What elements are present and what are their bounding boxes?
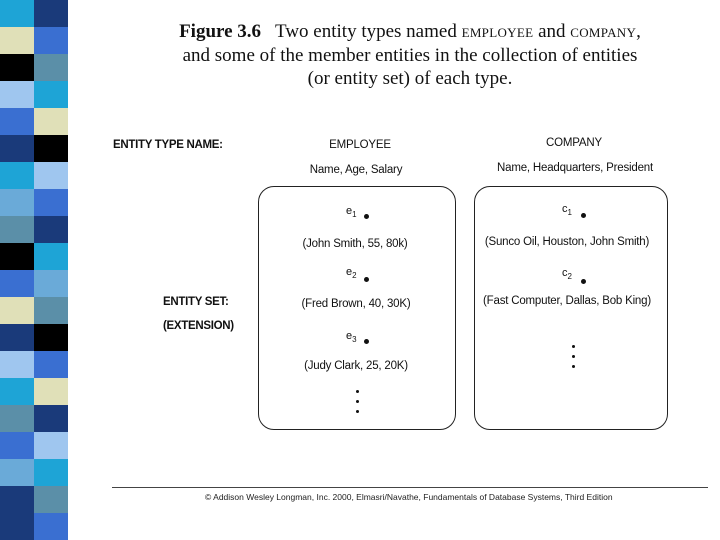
entity-value-e1: (John Smith, 55, 80k) [302,238,408,250]
entity-label-c1 [562,203,572,217]
ellipsis-dot [356,390,359,393]
company-entity-set [474,186,668,430]
stripe-square [0,216,34,243]
ellipsis-dot [572,365,575,368]
entity-subscript: 2 [567,272,572,282]
employee-type-name: EMPLOYEE [329,139,391,151]
entity-label-c2 [562,267,572,281]
stripe-square [0,432,34,459]
footer-rule [112,487,708,488]
stripe-square [0,378,34,405]
stripe-square [34,513,68,540]
entity-dot [364,214,369,219]
extension-label: (EXTENSION) [163,320,234,332]
company-attributes: Name, Headquarters, President [497,162,653,174]
stripe-square [0,108,34,135]
stripe-square [0,324,34,351]
decorative-stripe [0,0,68,540]
stripe-square [0,486,34,513]
stripe-square [0,459,34,486]
stripe-square [34,432,68,459]
stripe-square [34,189,68,216]
entity-label-e2 [346,266,357,280]
entity-value-e2: (Fred Brown, 40, 30K) [301,298,411,310]
stripe-square [34,486,68,513]
stripe-square [0,513,34,540]
entity-subscript: 1 [352,210,357,220]
stripe-square [34,27,68,54]
stripe-square [0,135,34,162]
stripe-square [34,459,68,486]
entity-id: e [346,205,353,217]
stripe-square [0,405,34,432]
entity-id: e [346,330,353,342]
stripe-square [34,135,68,162]
entity-id: c [562,267,568,279]
entity-value-e3: (Judy Clark, 25, 20K) [304,360,408,372]
stripe-square [34,0,68,27]
entity-id: e [346,266,353,278]
caption-employee: EMPLOYEE [461,25,534,40]
stripe-square [34,216,68,243]
caption-text: and [533,21,571,42]
stripe-square [34,270,68,297]
stripe-square [0,54,34,81]
stripe-square [0,351,34,378]
entity-value-c2: (Fast Computer, Dallas, Bob King) [483,295,651,307]
entity-dot [364,339,369,344]
entity-set-label: ENTITY SET: [163,296,229,308]
entity-subscript: 3 [352,335,357,345]
stripe-square [34,324,68,351]
stripe-square [34,108,68,135]
ellipsis-dot [356,410,359,413]
entity-id: c [562,203,568,215]
stripe-square [0,243,34,270]
entity-subscript: 2 [352,271,357,281]
ellipsis-dot [356,400,359,403]
entity-dot [581,279,586,284]
stripe-square [0,189,34,216]
ellipsis-dot [572,355,575,358]
company-type-name: COMPANY [546,137,602,149]
figure-caption-line-3: (or entity set) of each type. [307,68,513,89]
figure-label: Figure 3.6 [179,21,262,42]
entity-value-c1: (Sunco Oil, Houston, John Smith) [484,236,650,248]
copyright-footer: © Addison Wesley Longman, Inc. 2000, Elmasri/Navathe, Fundamentals of Database Systems, Third Edition [205,492,613,502]
entity-dot [364,277,369,282]
figure-caption [140,20,680,90]
caption-text: , [636,21,641,42]
stripe-square [34,54,68,81]
stripe-square [34,243,68,270]
stripe-square [34,162,68,189]
stripe-square [0,270,34,297]
figure-caption-line-1 [140,20,680,44]
entity-subscript: 1 [567,208,572,218]
entity-dot [581,213,586,218]
figure-caption-line-2: and some of the member entities in the collection of entities [182,45,638,66]
stripe-square [34,351,68,378]
ellipsis-dot [572,345,575,348]
caption-company: COMPANY [570,25,637,40]
stripe-square [0,297,34,324]
employee-attributes: Name, Age, Salary [309,164,403,176]
entity-label-e3 [346,330,357,344]
stripe-square [0,81,34,108]
stripe-square [0,0,34,27]
stripe-square [34,405,68,432]
entity-type-name-label: ENTITY TYPE NAME: [113,139,223,151]
stripe-square [0,27,34,54]
stripe-square [34,81,68,108]
entity-label-e1 [346,205,357,219]
stripe-square [34,378,68,405]
caption-text: Two entity types named [275,21,462,42]
stripe-square [34,297,68,324]
stripe-square [0,162,34,189]
